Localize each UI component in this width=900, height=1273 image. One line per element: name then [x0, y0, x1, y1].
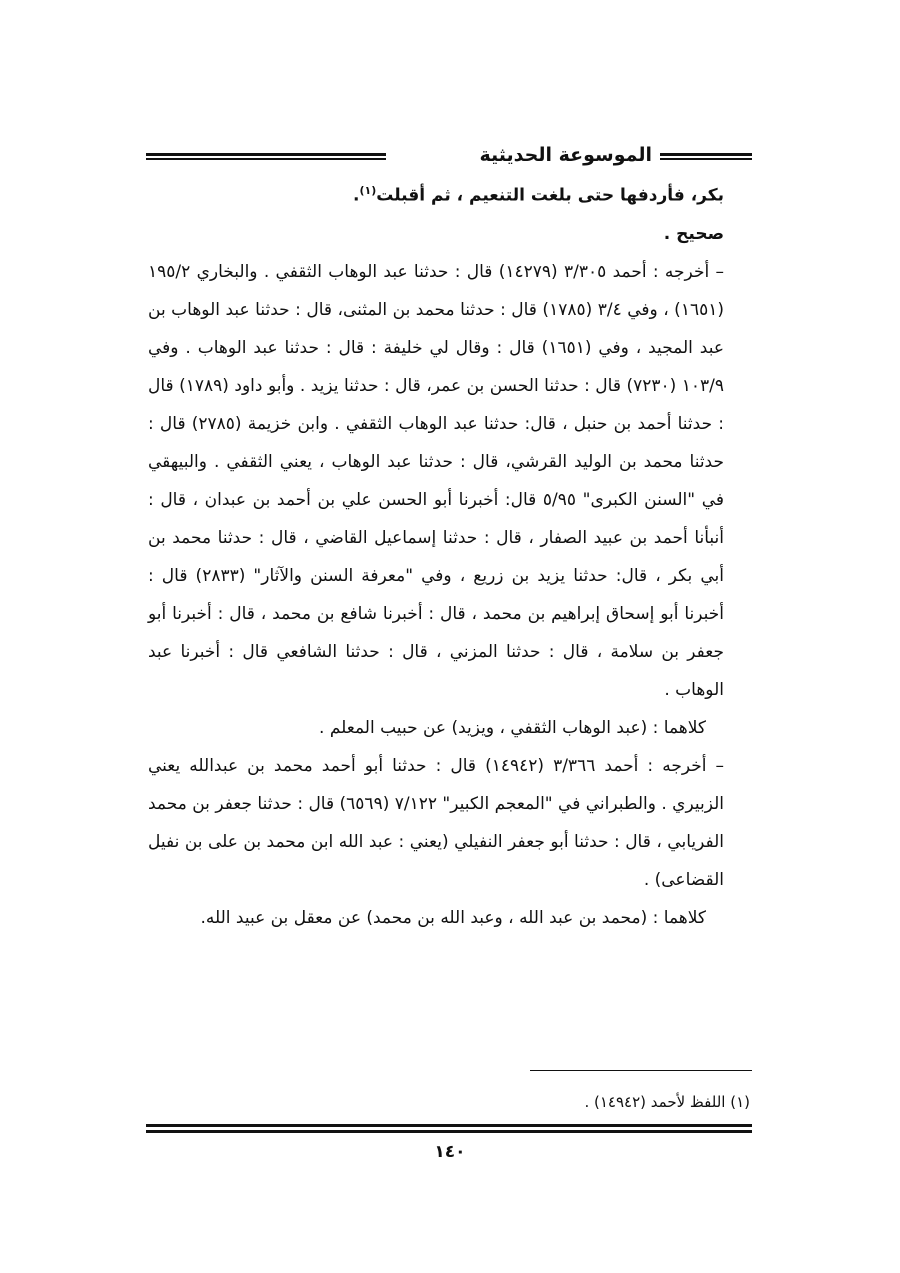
summary-line-1: كلاهما : (عبد الوهاب الثقفي ، ويزيد) عن حبيب المعلم . — [319, 717, 706, 738]
header-title: الموسوعة الحديثية — [479, 144, 652, 166]
intro-line: بكر، فأردفها حتى بلغت التنعيم ، ثم أقبلت$^{(١)}$. — [352, 184, 724, 206]
hadith-grade: صحيح . — [663, 223, 724, 244]
main-text — [148, 172, 752, 937]
footnote-separator — [530, 1070, 752, 1071]
header-rule-left — [146, 153, 386, 160]
footnote: (١) اللفظ لأحمد (١٤٩٤٢) . — [584, 1093, 750, 1111]
summary-line-2: كلاهما : (محمد بن عبد الله ، وعبد الله بن محمد) عن معقل بن عبيد الله. — [200, 907, 706, 928]
footer-rule — [146, 1124, 752, 1133]
takhrij-paragraph-2: – أخرجه : أحمد ٣/٣٦٦ (١٤٩٤٢) قال : حدثنا أبو أحمد محمد بن عبدالله يعني الزبيري . والطبراني في "المعجم الكبير" ٧/١٢٢ (٦٥٦٩) قال : حدثنا جعفر بن محمد الفريابي ، قال : حدثنا أبو جعفر النفيلي (يعني : عبد الله ابن محمد بن على بن نفيل القضاعى) . — [148, 755, 724, 890]
header-rule-right — [660, 153, 752, 160]
page-number: ١٤٠ — [434, 1142, 466, 1162]
footnote-ref[interactable]: (١) — [359, 184, 377, 197]
page-header — [146, 140, 752, 170]
takhrij-paragraph-1: – أخرجه : أحمد ٣/٣٠٥ (١٤٢٧٩) قال : حدثنا عبد الوهاب الثقفي . والبخاري ١٩٥/٢ (١٦٥١) ، وفي ٣/٤ (١٧٨٥) قال : حدثنا محمد بن المثنى، قال : حدثنا عبد الوهاب بن عبد المجيد ، وفي (١٦٥١) قال : وقال لي خليفة : قال : حدثنا عبد الوهاب . وفي ١٠٣/٩ (٧٢٣٠) قال : حدثنا الحسن بن عمر، قال : حدثنا يزيد . وأبو داود (١٧٨٩) قال : حدثنا أحمد بن حنبل ، قال: حدثنا عبد الوهاب الثقفي . وابن خزيمة (٢٧٨٥) قال : حدثنا محمد بن الوليد القرشي، قال : حدثنا عبد الوهاب ، يعني الثقفي . والبيهقي في "السنن الكبرى" ٥/٩٥ قال: أخبرنا أبو الحسن علي بن أحمد بن عبدان ، قال : أنبأنا أحمد بن عبيد الصفار ، قال : حدثنا إسماعيل القاضي ، قال : حدثنا محمد بن أبي بكر ، قال: حدثنا يزيد بن زريع ، وفي "معرفة السنن والآثار" (٢٨٣٣) قال : أخبرنا أبو إسحاق إبراهيم بن محمد ، قال : أخبرنا شافع بن محمد ، قال : أخبرنا أبو جعفر بن سلامة ، قال : حدثنا المزني ، قال : حدثنا الشافعي قال : أخبرنا عبد الوهاب . — [148, 261, 724, 700]
